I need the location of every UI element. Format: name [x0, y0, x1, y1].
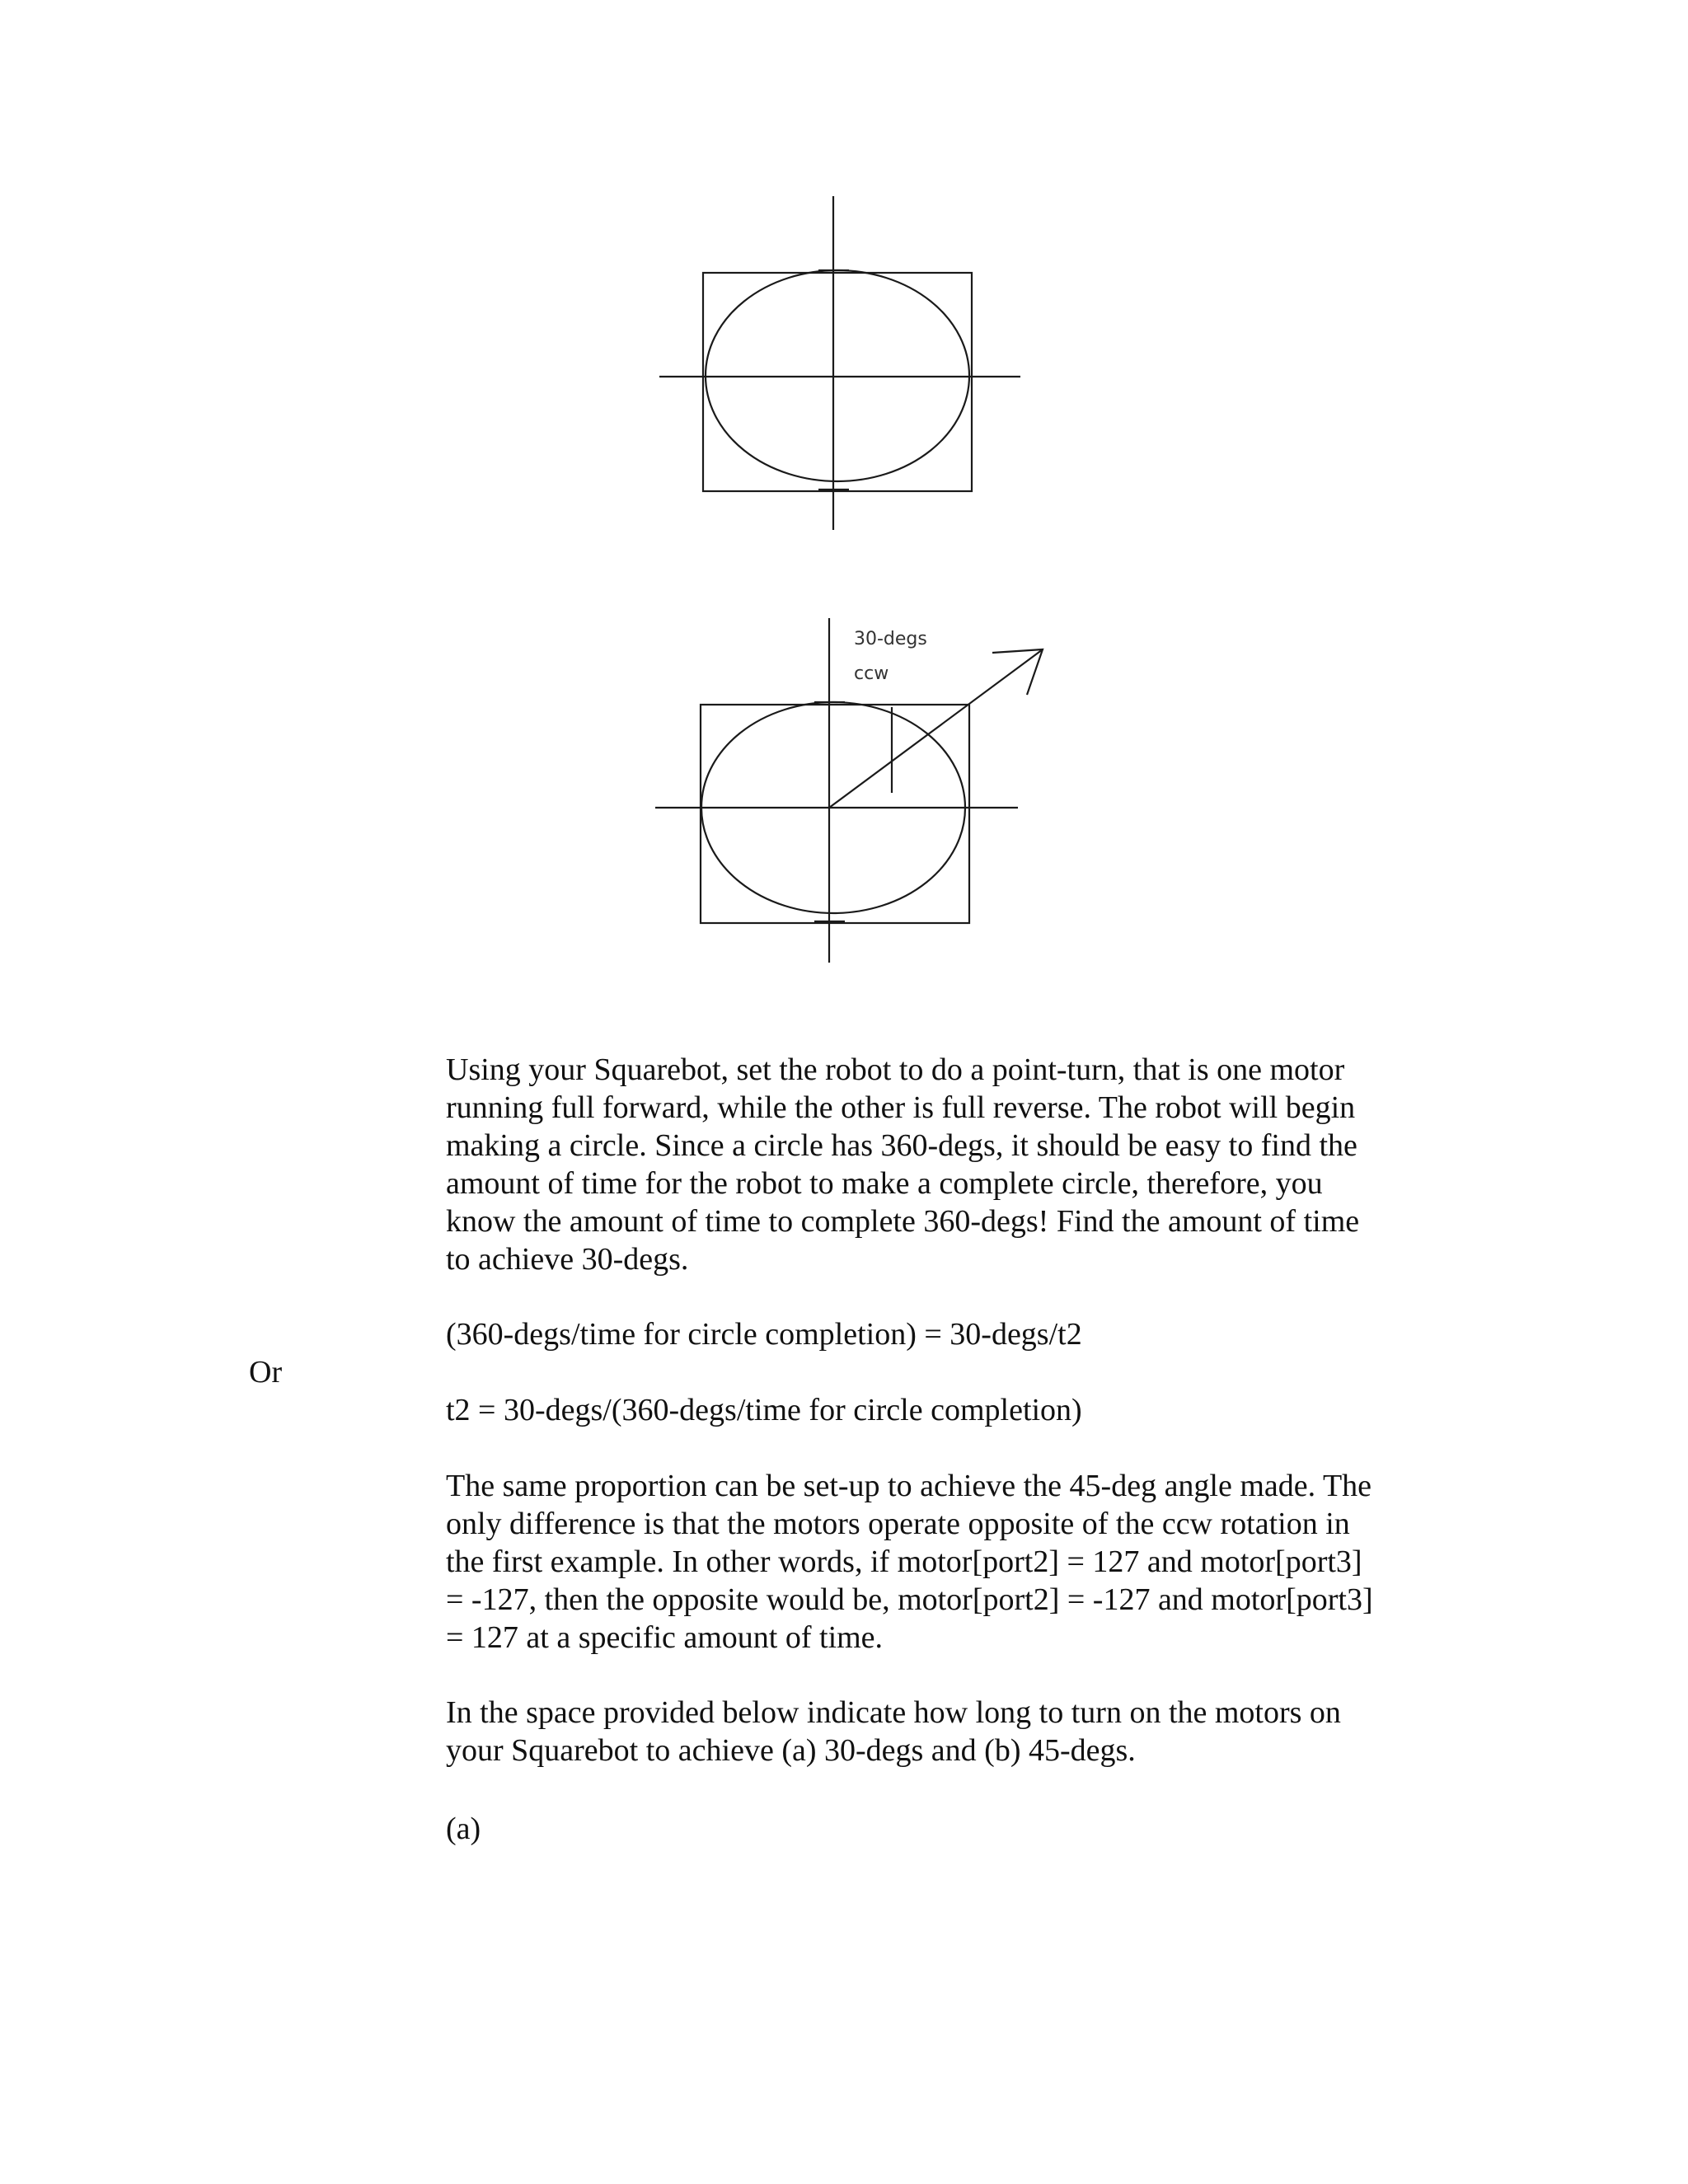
answer-a-label: (a)	[446, 1811, 481, 1846]
task-paragraph: In the space provided below indicate how long to turn on the motors on your Squarebot to achieve (a) 30-degs and (b) 45-degs.	[446, 1695, 1341, 1768]
proportion-equation: (360-degs/time for circle completion) = 30-degs/t2	[446, 1317, 1082, 1352]
opposite-rotation-paragraph: The same proportion can be set-up to achieve the 45-deg angle made. The only difference is that the motors operate opposite of the ccw rotation in the first example. In other words, if motor[port2] = 127 and motor[port3] = -127, then the opposite would be, motor[port2] = -127 and motor[port3] = 127 at a specific amount of time.	[446, 1469, 1373, 1655]
or-label: Or	[249, 1355, 283, 1390]
square-outline	[701, 705, 969, 923]
angle-label: 30-degs	[854, 629, 927, 649]
rotation-arrow-head	[992, 649, 1043, 695]
square-outline	[703, 273, 972, 491]
rearranged-equation: t2 = 30-degs/(360-degs/time for circle completion)	[446, 1393, 1082, 1427]
direction-label: ccw	[854, 663, 889, 684]
squarebot-diagram-rotation	[643, 610, 1055, 972]
instruction-paragraph: Using your Squarebot, set the robot to do a point-turn, that is one motor running full forward, while the other is full reverse. The robot will begin making a circle. Since a circle has 360-degs, it should be easy to find the amount of time for the robot to make a complete circle, therefore, you know the amount of time to complete 360-degs! Find the amount of time to achieve 30-degs.	[446, 1052, 1360, 1277]
squarebot-diagram-top	[651, 190, 1030, 536]
